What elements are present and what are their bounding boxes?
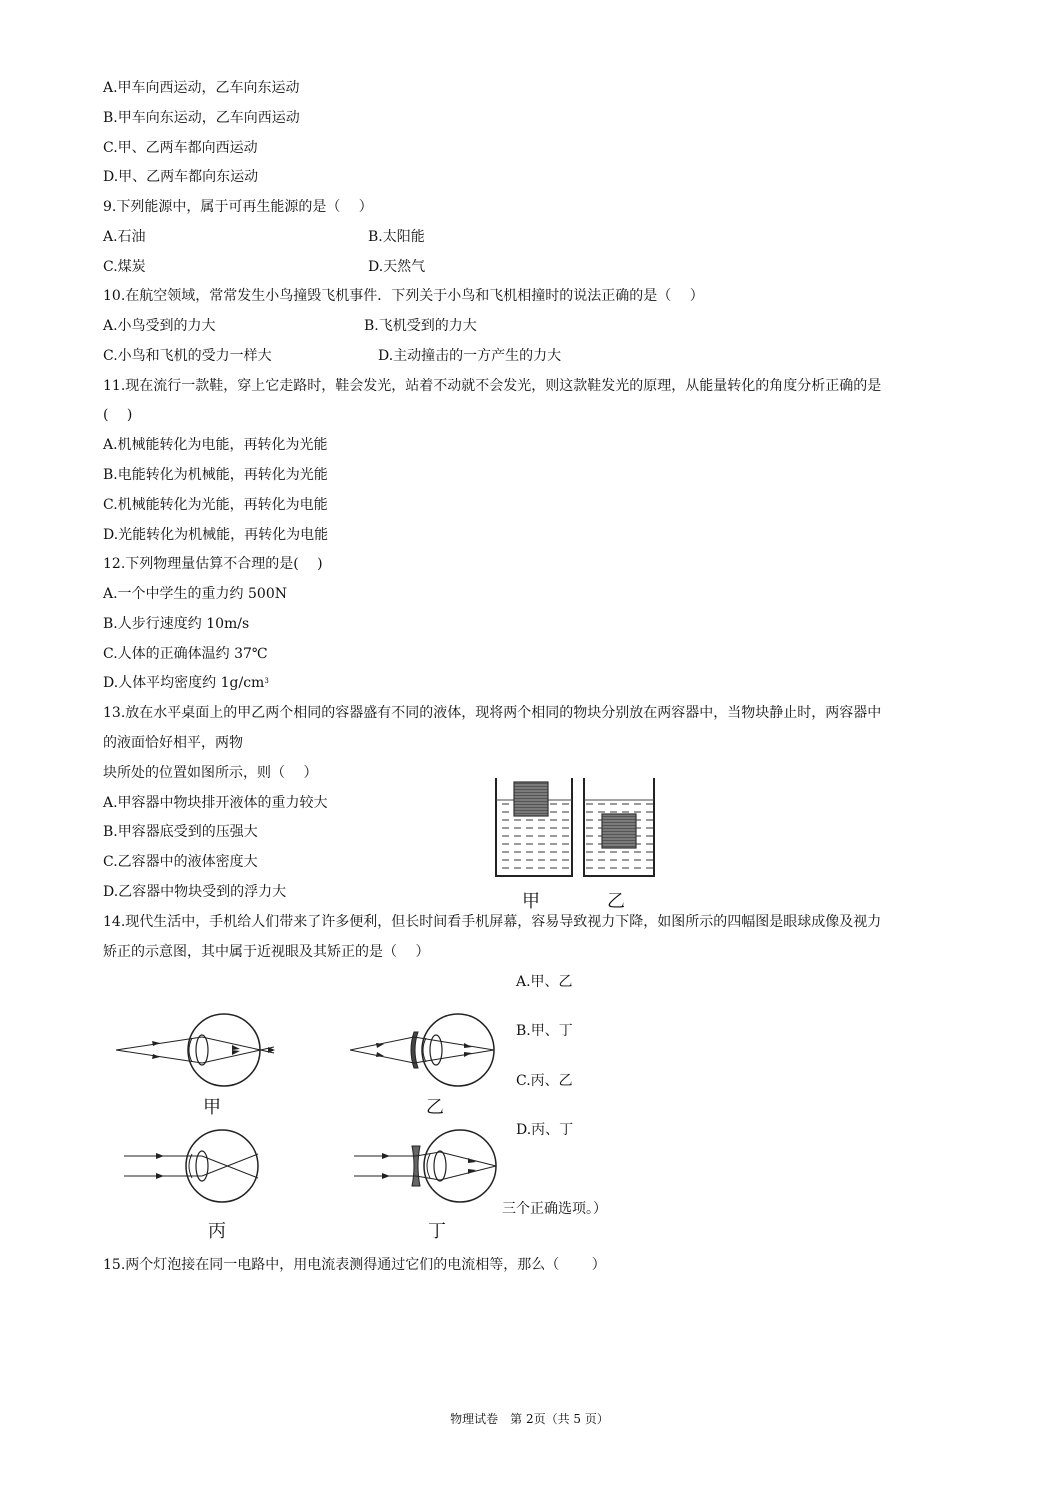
q14-option-b: B.甲、丁 xyxy=(516,1023,573,1039)
q9-option-a: A.石油 xyxy=(103,229,146,245)
eye-diagram-yi xyxy=(344,1010,504,1090)
q10-stem: 10.在航空领域，常常发生小鸟撞毁飞机事件．下列关于小鸟和飞机相撞时的说法正确的是（ ） xyxy=(103,288,704,304)
q10-option-b: B.飞机受到的力大 xyxy=(364,318,477,334)
q11-option-c: C.机械能转化为光能，再转化为电能 xyxy=(103,497,328,513)
q8-option-a: A.甲车向西运动，乙车向东运动 xyxy=(103,80,300,96)
q14-option-c: C.丙、乙 xyxy=(516,1073,573,1089)
q11-option-d: D.光能转化为机械能，再转化为电能 xyxy=(103,527,329,543)
q11-stem: 11.现在流行一款鞋，穿上它走路时，鞋会发光，站着不动就不会发光，则这款鞋发光的原理，从能量转化的角度分析正确的是 xyxy=(103,378,882,394)
q12-option-c: C.人体的正确体温约 37℃ xyxy=(103,646,268,662)
q13-option-c: C.乙容器中的液体密度大 xyxy=(103,854,258,870)
q13-stem-line3: 块所处的位置如图所示，则（ ） xyxy=(103,765,318,781)
q14-stem-line1: 14.现代生活中，手机给人们带来了许多便利，但长时间看手机屏幕，容易导致视力下降，如图所示的四幅图是眼球成像及视力 xyxy=(103,914,882,930)
q14-trailing-text: 三个正确选项。） xyxy=(502,1201,607,1217)
eye-label-jia: 甲 xyxy=(203,1097,221,1118)
q9-option-c: C.煤炭 xyxy=(103,259,146,275)
block-left xyxy=(514,782,548,816)
q14-option-a: A.甲、乙 xyxy=(516,974,573,990)
q12-option-d-superscript: 3 xyxy=(264,677,269,685)
q9-option-b: B.太阳能 xyxy=(368,229,425,245)
eye-diagram-bing xyxy=(120,1126,270,1206)
q13-option-d: D.乙容器中物块受到的浮力大 xyxy=(103,884,287,900)
q12-option-b: B.人步行速度约 10m/s xyxy=(103,616,250,632)
container-right-label: 乙 xyxy=(607,891,625,912)
q10-option-a: A.小鸟受到的力大 xyxy=(103,318,216,334)
q8-option-c: C.甲、乙两车都向西运动 xyxy=(103,140,258,156)
q14-stem-line2: 矫正的示意图，其中属于近视眼及其矫正的是（ ） xyxy=(103,944,430,960)
q15-stem: 15.两个灯泡接在同一电路中，用电流表测得通过它们的电流相等，那么（ ） xyxy=(103,1257,606,1273)
q8-option-d: D.甲、乙两车都向东运动 xyxy=(103,169,259,185)
container-left-label: 甲 xyxy=(522,891,540,912)
q12-option-d xyxy=(103,674,269,692)
q11-answer-paren: ( ) xyxy=(103,407,133,423)
q12-stem: 12.下列物理量估算不合理的是( ) xyxy=(103,556,323,572)
eye-label-yi: 乙 xyxy=(426,1097,444,1118)
container-left xyxy=(496,778,572,876)
q11-option-b: B.电能转化为机械能，再转化为光能 xyxy=(103,467,328,483)
q14-option-d: D.丙、丁 xyxy=(516,1122,574,1138)
page-footer: 物理试卷 第 2页（共 5 页） xyxy=(450,1412,609,1426)
eye-label-ding: 丁 xyxy=(428,1221,446,1242)
q12-option-a: A.一个中学生的重力约 500N xyxy=(103,586,287,602)
eye-diagram-jia xyxy=(110,1010,290,1090)
q12-option-d-text: D.人体平均密度约 1g/cm xyxy=(103,675,265,691)
q13-option-b: B.甲容器底受到的压强大 xyxy=(103,824,258,840)
container-right xyxy=(584,778,654,876)
eye-label-bing: 丙 xyxy=(208,1221,226,1242)
q13-stem-line1: 13.放在水平桌面上的甲乙两个相同的容器盛有不同的液体，现将两个相同的物块分别放在两容器中，当物块静止时，两容器中 xyxy=(103,705,882,721)
q13-stem-line2: 的液面恰好相平，两物 xyxy=(103,735,243,751)
q9-stem: 9.下列能源中，属于可再生能源的是（ ） xyxy=(103,199,373,215)
container-figure xyxy=(488,776,664,886)
q11-option-a: A.机械能转化为电能，再转化为光能 xyxy=(103,437,328,453)
q10-option-d: D.主动撞击的一方产生的力大 xyxy=(378,348,562,364)
q9-option-d: D.天然气 xyxy=(368,259,426,275)
eye-diagram-ding xyxy=(350,1126,505,1206)
q13-option-a: A.甲容器中物块排开液体的重力较大 xyxy=(103,795,328,811)
q8-option-b: B.甲车向东运动，乙车向西运动 xyxy=(103,110,300,126)
q10-option-c: C.小鸟和飞机的受力一样大 xyxy=(103,348,272,364)
block-right xyxy=(602,814,636,848)
